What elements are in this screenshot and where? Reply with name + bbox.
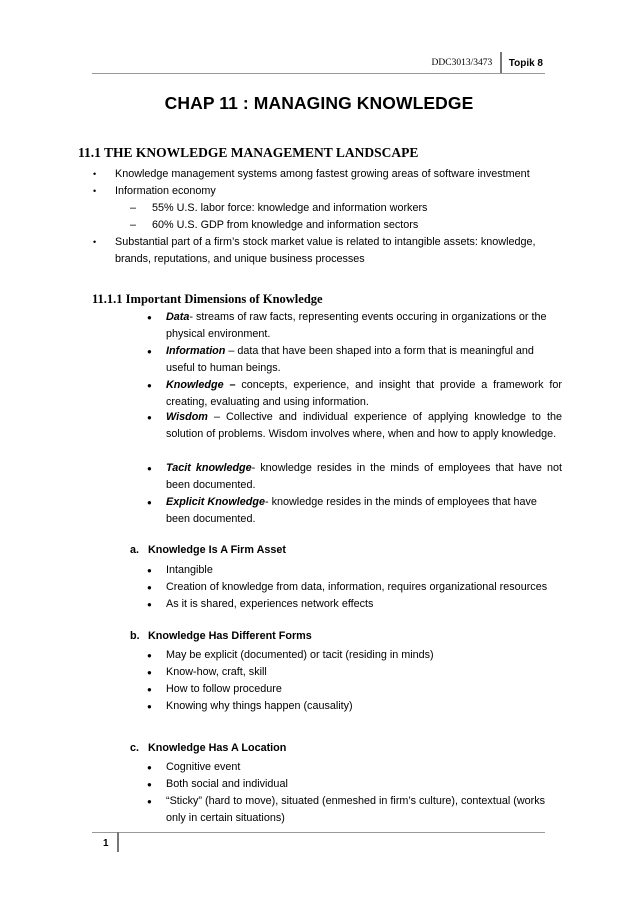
definition-knowledge: Knowledge – concepts, experience, and insight that provide a framework for creating, evaluating and using information.: [166, 379, 562, 408]
bullet-icon: ●: [147, 685, 152, 694]
bullet-icon: ●: [147, 668, 152, 677]
document-page: DDC3013/3473 Topik 8 CHAP 11 : MANAGING KNOWLEDGE 11.1 THE KNOWLEDGE MANAGEMENT LANDSCAPE • Knowledge management systems among fastest growing areas of software investment • Information economy – 55% U.S. labor force: knowledge and information workers – 60% U.S. GDP from knowledge and information sectors • Substantial part of a firm’s stock market value is related to intangible assets: knowledge, brands, reputations, and unique business processes 11.1.1 Important Dimensions of Knowledge ● Data- streams of raw facts, representing events occuring in organizations or the physical environment. ● Information – data that have been shaped into a form that is meaningful and useful to human beings. ● Knowledge – concepts, experience, and insight that provide a framework for creating, evaluating and using information. ● Wisdom – Collective and individual experience of applying knowledge to the solution of problems. Wisdom involves where, when and how to apply knowledge. ● Tacit knowledge- knowledge resides in the minds of employees that have not been documented. ● Explicit Knowledge- knowledge resides in the minds of employees that have been documented. a. Knowledge Is A Firm Asset ● Intangible ● Creation of knowledge from data, information, requires organizational resources ● As it is shared, experiences network effects b. Knowledge Has Different Forms ● May be explicit (documented) or tacit (residing in minds) ● Know-how, craft, skill ● How to follow procedure ● Knowing why things happen (causality) c. Knowledge Has A Location ● Cognitive event ● Both social and individual ● “Sticky” (hard to move), situated (enmeshed in firm’s culture), contextual (works only in certain situations) 1: [0, 0, 638, 902]
definition-tacit-knowledge: Tacit knowledge- knowledge resides in the minds of employees that have not been documented.: [166, 462, 562, 491]
section-heading: 11.1 THE KNOWLEDGE MANAGEMENT LANDSCAPE: [78, 145, 419, 160]
footer-divider: [117, 832, 119, 852]
list-item: As it is shared, experiences network effects: [166, 598, 374, 610]
list-item: Know-how, craft, skill: [166, 666, 267, 678]
bullet-icon: ●: [147, 763, 152, 772]
group-heading-a: a. Knowledge Is A Firm Asset: [130, 544, 286, 556]
dash-icon: –: [130, 219, 137, 231]
bullet-icon: ●: [147, 313, 152, 322]
list-item: Creation of knowledge from data, information, requires organizational resources: [166, 581, 548, 593]
bullet-icon: •: [93, 169, 97, 179]
bullet-icon: ●: [147, 498, 152, 507]
list-item: Intangible: [166, 564, 213, 576]
header-rule: [92, 73, 545, 74]
page-number: 1: [103, 838, 109, 849]
definition-wisdom: Wisdom – Collective and individual experience of applying knowledge to the solution of problems. Wisdom involves where, when and how to apply knowledge.: [166, 411, 562, 440]
bullet-icon: ●: [147, 797, 152, 806]
list-item: Both social and individual: [166, 778, 288, 790]
bullet-icon: ●: [147, 780, 152, 789]
list-item-continuation: only in certain situations): [166, 812, 285, 824]
footer-rule: [92, 832, 545, 833]
topic-label: Topik 8: [508, 57, 543, 69]
subsection-heading: 11.1.1 Important Dimensions of Knowledge: [92, 292, 323, 306]
running-header: [432, 52, 543, 74]
bullet-icon: ●: [147, 347, 152, 356]
bullet-icon: ●: [147, 702, 152, 711]
group-heading-c: c. Knowledge Has A Location: [130, 742, 287, 754]
definition-data: Data- streams of raw facts, representing events occuring in organizations or the physical environment.: [166, 311, 547, 340]
list-item: Cognitive event: [166, 761, 241, 773]
course-code: DDC3013/3473: [431, 58, 493, 68]
bullet-icon: ●: [147, 651, 152, 660]
bullet-icon: ●: [147, 600, 152, 609]
bullet-icon: ●: [147, 413, 152, 422]
bullet-icon: •: [93, 237, 97, 247]
bullet-icon: ●: [147, 566, 152, 575]
page-title: CHAP 11 : MANAGING KNOWLEDGE: [164, 93, 474, 113]
bullet-icon: •: [93, 186, 97, 196]
definition-explicit-knowledge: Explicit Knowledge- knowledge resides in the minds of employees that have been documented.: [166, 496, 537, 525]
dash-icon: –: [130, 202, 137, 214]
list-item: “Sticky” (hard to move), situated (enmeshed in firm’s culture), contextual (works: [166, 795, 546, 807]
list-item: How to follow procedure: [166, 683, 282, 695]
group-heading-b: b. Knowledge Has Different Forms: [130, 630, 312, 642]
bullet-icon: ●: [147, 381, 152, 390]
bullet-icon: ●: [147, 583, 152, 592]
bullet-icon: ●: [147, 464, 152, 473]
definition-information: Information – data that have been shaped into a form that is meaningful and useful to human beings.: [166, 345, 534, 374]
list-item: Knowing why things happen (causality): [166, 700, 353, 712]
list-item: May be explicit (documented) or tacit (residing in minds): [166, 649, 434, 661]
